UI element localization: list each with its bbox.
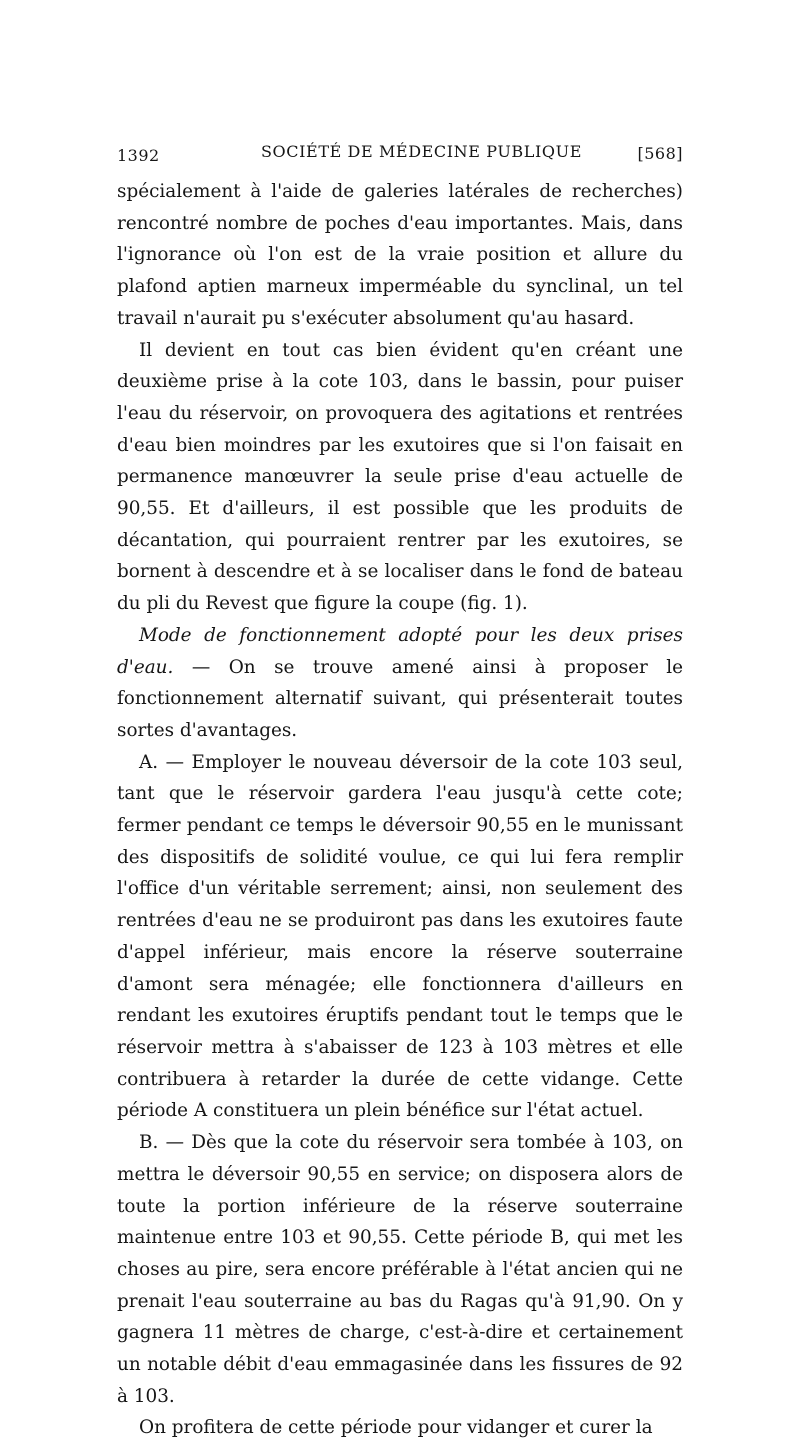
paragraph-text: B. — Dès que la cote du réservoir sera tombée à 103, on mettra le déversoir 90,55 en service; on disposera alors de toute la portion inférieure de la réserve souterraine maintenue entre 103 et 90,55. Cette période B, qui met les choses au pire, sera encore préférable à l'état ancien qui ne prenait l'eau souterraine au bas du Ragas qu'à 91,90. On y gagnera 11 mètres de charge, c'est-à-dire et certainement un notable débit d'eau emmagasinée dans les fissures de 92 à 103. (117, 1132, 683, 1407)
book-page (117, 136, 683, 1444)
running-header (117, 136, 683, 176)
paragraph-5 (117, 1127, 683, 1412)
running-title: SOCIÉTÉ DE MÉDECINE PUBLIQUE (261, 142, 583, 161)
page-number: 1392 (117, 146, 160, 165)
paragraph-4 (117, 747, 683, 1127)
paragraph-text: Il devient en tout cas bien évident qu'en créant une deuxième prise à la cote 103, dans le bassin, pour puiser l'eau du réservoir, on provoquera des agitations et rentrées d'eau bien moindres par les exutoires que si l'on faisait en permanence manœuvrer la seule prise d'eau actuelle de 90,55. Et d'ailleurs, il est possible que les produits de décantation, qui pourraient rentrer par les exutoires, se bornent à descendre et à se localiser dans le fond de bateau du pli du Revest que figure la coupe (fig. 1). (117, 339, 683, 615)
section-heading: Mode de fonctionnement adopté pour les deux prises d'eau. (117, 624, 683, 678)
paragraph-text: spécialement à l'aide de galeries latérales de recherches) rencontré nombre de poches d'eau importantes. Mais, dans l'ignorance où l'on est de la vraie position et allure du plafond aptien marneux imperméable du synclinal, un tel travail n'aurait pu s'exécuter absolument qu'au hasard. (117, 181, 683, 329)
paragraph-2 (117, 335, 683, 620)
page-reference: [568] (637, 144, 683, 163)
paragraph-text: A. — Employer le nouveau déversoir de la cote 103 seul, tant que le réservoir gardera l'eau jusqu'à cette cote; fermer pendant ce temps le déversoir 90,55 en le munissant des dispositifs de solidité voulue, ce qui lui fera remplir l'office d'un véritable serrement; ainsi, non seulement des rentrées d'eau ne se produiront pas dans les exutoires faute d'appel inférieur, mais encore la réserve souterraine d'amont sera ménagée; elle fonctionnera d'ailleurs en rendant les exutoires éruptifs pendant tout le temps que le réservoir mettra à s'abaisser de 123 à 103 mètres et elle contribuera à retarder la durée de cette vidange. Cette période A constituera un plein bénéfice sur l'état actuel. (117, 751, 683, 1122)
paragraph-text: On profitera de cette période pour vidanger et curer la (139, 1417, 653, 1439)
paragraph-3 (117, 620, 683, 747)
paragraph-text: — On se trouve amené ainsi à proposer le fonctionnement alternatif suivant, qui présenterait toutes sortes d'avantages. (117, 656, 683, 741)
paragraph-6 (117, 1412, 683, 1444)
body-text (117, 176, 683, 1444)
paragraph-1 (117, 176, 683, 335)
